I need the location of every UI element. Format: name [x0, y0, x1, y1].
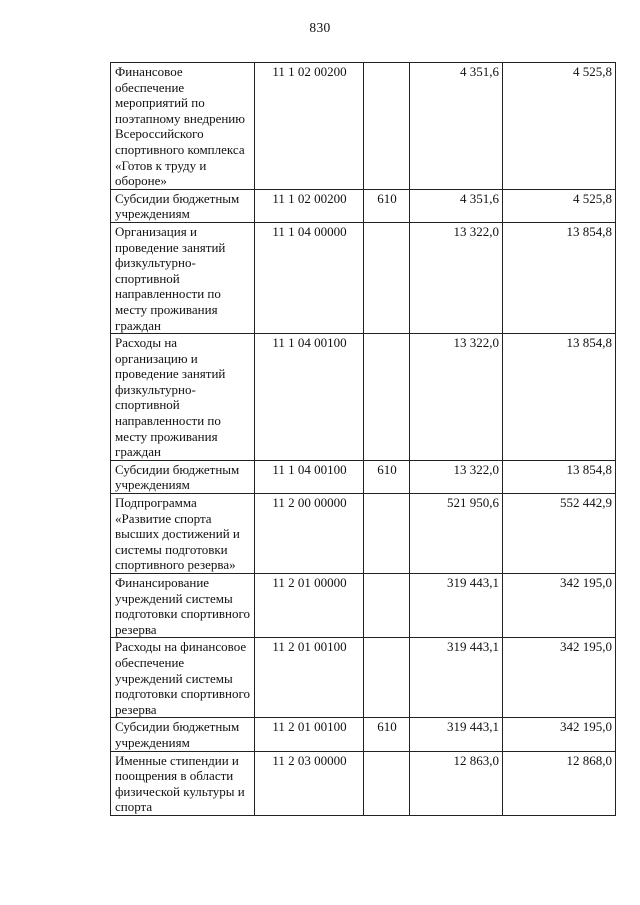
amount-year2-cell: 12 868,0	[503, 751, 616, 815]
row-name-cell: Субсидии бюджетным учреждениям	[111, 189, 255, 222]
row-name-cell: Организация и проведение занятий физкультурно-спортивной направленности по месту проживания граждан	[111, 222, 255, 333]
amount-year1-cell: 521 950,6	[410, 494, 503, 574]
table-row	[111, 574, 616, 638]
target-code-cell: 11 2 03 00000	[255, 751, 364, 815]
row-name-cell: Именные стипендии и поощрения в области физической культуры и спорта	[111, 751, 255, 815]
expense-type-cell	[364, 222, 410, 333]
table-row	[111, 460, 616, 493]
row-name-cell: Субсидии бюджетным учреждениям	[111, 718, 255, 751]
target-code-cell: 11 1 04 00100	[255, 460, 364, 493]
amount-year1-cell: 4 351,6	[410, 189, 503, 222]
target-code-cell: 11 2 00 00000	[255, 494, 364, 574]
expense-type-cell: 610	[364, 718, 410, 751]
table-row	[111, 334, 616, 461]
expense-type-cell	[364, 751, 410, 815]
amount-year2-cell: 4 525,8	[503, 189, 616, 222]
table-row	[111, 638, 616, 718]
row-name-cell: Подпрограмма «Развитие спорта высших достижений и системы подготовки спортивного резерва»	[111, 494, 255, 574]
target-code-cell: 11 1 02 00200	[255, 189, 364, 222]
amount-year2-cell: 342 195,0	[503, 638, 616, 718]
target-code-cell: 11 1 04 00100	[255, 334, 364, 461]
amount-year1-cell: 12 863,0	[410, 751, 503, 815]
amount-year2-cell: 13 854,8	[503, 460, 616, 493]
expense-type-cell	[364, 334, 410, 461]
target-code-cell: 11 2 01 00100	[255, 638, 364, 718]
amount-year2-cell: 4 525,8	[503, 63, 616, 190]
amount-year1-cell: 319 443,1	[410, 638, 503, 718]
amount-year1-cell: 13 322,0	[410, 334, 503, 461]
row-name-cell: Расходы на организацию и проведение занятий физкультурно-спортивной направленности по месту проживания граждан	[111, 334, 255, 461]
amount-year1-cell: 13 322,0	[410, 460, 503, 493]
page-number: 830	[309, 20, 331, 35]
table-row	[111, 718, 616, 751]
table-row	[111, 494, 616, 574]
row-name-cell: Финансирование учреждений системы подготовки спортивного резерва	[111, 574, 255, 638]
amount-year1-cell: 13 322,0	[410, 222, 503, 333]
amount-year2-cell: 342 195,0	[503, 718, 616, 751]
table-row	[111, 63, 616, 190]
target-code-cell: 11 2 01 00000	[255, 574, 364, 638]
amount-year2-cell: 342 195,0	[503, 574, 616, 638]
amount-year2-cell: 552 442,9	[503, 494, 616, 574]
amount-year1-cell: 319 443,1	[410, 718, 503, 751]
row-name-cell: Финансовое обеспечение мероприятий по поэтапному внедрению Всероссийского спортивного комплекса «Готов к труду и обороне»	[111, 63, 255, 190]
expense-type-cell	[364, 574, 410, 638]
row-name-cell: Расходы на финансовое обеспечение учреждений системы подготовки спортивного резерва	[111, 638, 255, 718]
target-code-cell: 11 1 02 00200	[255, 63, 364, 190]
expense-type-cell: 610	[364, 189, 410, 222]
table-row	[111, 751, 616, 815]
target-code-cell: 11 2 01 00100	[255, 718, 364, 751]
amount-year1-cell: 4 351,6	[410, 63, 503, 190]
table-row	[111, 222, 616, 333]
expense-type-cell	[364, 494, 410, 574]
amount-year2-cell: 13 854,8	[503, 334, 616, 461]
amount-year2-cell: 13 854,8	[503, 222, 616, 333]
target-code-cell: 11 1 04 00000	[255, 222, 364, 333]
amount-year1-cell: 319 443,1	[410, 574, 503, 638]
budget-table	[110, 62, 616, 816]
expense-type-cell: 610	[364, 460, 410, 493]
row-name-cell: Субсидии бюджетным учреждениям	[111, 460, 255, 493]
expense-type-cell	[364, 63, 410, 190]
table-row	[111, 189, 616, 222]
expense-type-cell	[364, 638, 410, 718]
